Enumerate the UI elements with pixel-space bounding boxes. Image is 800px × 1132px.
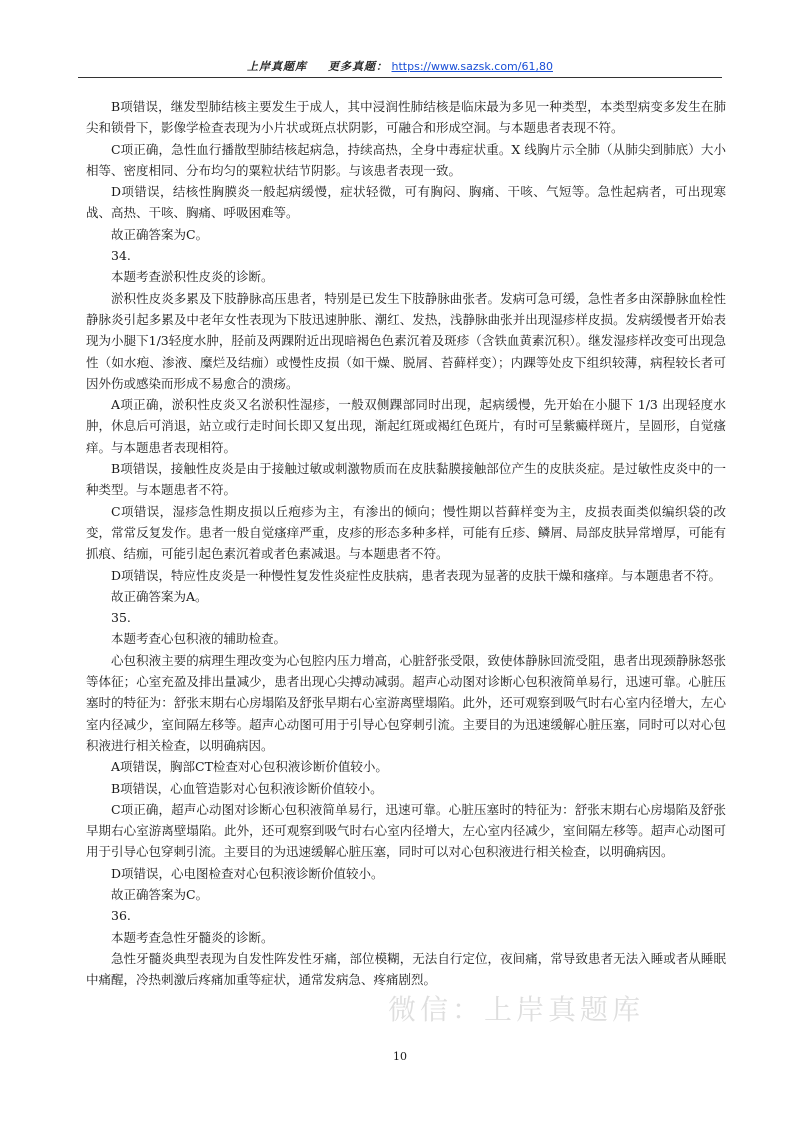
header-link[interactable]: https://www.sazsk.com/61,80 [391, 60, 553, 73]
question-number: 36. [111, 908, 131, 924]
answer-line: 故正确答案为A。 [111, 588, 208, 604]
paragraph: C项正确，急性血行播散型肺结核起病急，持续高热，全身中毒症状重。X 线胸片示全肺（从肺尖到肺底）大小相等、密度相同、分布均匀的粟粒状结节阴影。与该患者表现一致。 [86, 141, 726, 178]
watermark: 微信：上岸真题库 [388, 993, 645, 1026]
paragraph: C项正确，超声心动图对诊断心包积液简单易行，迅速可靠。心脏压塞时的特征为：舒张末期右心房塌陷及舒张早期右心室游离壁塌陷。此外，还可观察到吸气时右心室内径增大，左心室内径减少，室间隔左移等。超声心动图可用于引导心包穿刺引流。主要目的为迅速缓解心脏压塞，同时可以对心包积液进行相关检查，以明确病因。 [86, 801, 726, 860]
paragraph: A项错误，胸部CT检查对心包积液诊断价值较小。 [111, 759, 388, 775]
answer-line: 故正确答案为C。 [111, 886, 209, 902]
topic-line: 本题考查急性牙髓炎的诊断。 [111, 929, 274, 945]
document-body [86, 96, 726, 990]
paragraph: D项错误，特应性皮炎是一种慢性复发性炎症性皮肤病，患者表现为显著的皮肤干燥和瘙痒。与本题患者不符。 [111, 567, 722, 583]
paragraph: 心包积液主要的病理生理改变为心包腔内压力增高，心脏舒张受限，致使体静脉回流受阻，患者出现颈静脉怒张等体征；心室充盈及排出量减少，患者出现心尖搏动减弱。超声心动图对诊断心包积液简单易行，迅速可靠。心脏压塞时的特征为：舒张末期右心房塌陷及舒张早期右心室游离壁塌陷。此外，还可观察到吸气时右心室内径增大，左心室内径减少，室间隔左移等。超声心动图可用于引导心包穿刺引流。主要目的为迅速缓解心脏压塞，同时可以对心包积液进行相关检查，以明确病因。 [86, 652, 726, 753]
question-number: 34. [111, 248, 131, 264]
header-divider [78, 77, 722, 78]
paragraph: C项错误，湿疹急性期皮损以丘疱疹为主，有渗出的倾向；慢性期以苔藓样变为主，皮损表面类似编织袋的改变，常常反复发作。患者一般自觉瘙痒严重，皮疹的形态多种多样，可能有丘疹、鳞屑、局部皮肤异常增厚，可能有抓痕、结痂，可能引起色素沉着或者色素减退。与本题患者不符。 [86, 503, 726, 562]
paragraph: B项错误，接触性皮炎是由于接触过敏或刺激物质而在皮肤黏膜接触部位产生的皮肤炎症。是过敏性皮炎中的一种类型。与本题患者不符。 [86, 461, 726, 498]
paragraph: B项错误，继发型肺结核主要发生于成人，其中浸润性肺结核是临床最为多见一种类型，本类型病变多发生在肺尖和锁骨下，影像学检查表现为小片状或斑点状阴影，可融合和形成空洞。与本题患者表现不符。 [86, 99, 726, 136]
header-more-label: 更多真题： [328, 60, 389, 73]
page-header [78, 58, 722, 74]
topic-line: 本题考查淤积性皮炎的诊断。 [111, 269, 274, 285]
header-brand: 上岸真题库 [247, 60, 308, 73]
paragraph: A项正确，淤积性皮炎又名淤积性湿疹，一般双侧踝部同时出现，起病缓慢，先开始在小腿下 1/3 出现轻度水肿，休息后可消退，站立或行走时间长即又复出现，渐起红斑或褐红色斑片，有时可呈紫癜样斑片，呈圆形，自觉瘙痒。与本题患者表现相符。 [86, 397, 726, 455]
topic-line: 本题考查心包积液的辅助检查。 [111, 631, 287, 647]
paragraph: 淤积性皮炎多累及下肢静脉高压患者，特别是已发生下肢静脉曲张者。发病可急可缓，急性者多由深静脉血栓性静脉炎引起多累及中老年女性表现为下肢迅速肿胀、潮红、发热，浅静脉曲张并出现湿疹样皮损。发病缓慢者开始表现为小腿下1/3轻度水肿，胫前及两踝附近出现暗褐色色素沉着及斑疹（含铁血黄素沉积）。继发湿疹样改变可出现急性（如水疱、渗液、糜烂及结痂）或慢性皮损（如干燥、脱屑、苔藓样变）；内踝等处皮下组织较薄，病程较长者可因外伤或感染而形成不易愈合的溃疡。 [86, 290, 726, 391]
paragraph: D项错误，心电图检查对心包积液诊断价值较小。 [111, 865, 384, 881]
paragraph: D项错误，结核性胸膜炎一般起病缓慢，症状轻微，可有胸闷、胸痛、干咳、气短等。急性起病者，可出现寒战、高热、干咳、胸痛、呼吸困难等。 [86, 184, 726, 221]
answer-line: 故正确答案为C。 [111, 226, 209, 242]
question-number: 35. [111, 610, 131, 626]
page-number: 10 [393, 1050, 407, 1063]
paragraph: 急性牙髓炎典型表现为自发性阵发性牙痛，部位模糊，无法自行定位，夜间痛，常导致患者无法入睡或者从睡眠中痛醒，冷热刺激后疼痛加重等症状，通常发病急、疼痛剧烈。 [86, 950, 726, 988]
paragraph: B项错误，心血管造影对心包积液诊断价值较小。 [111, 780, 383, 796]
